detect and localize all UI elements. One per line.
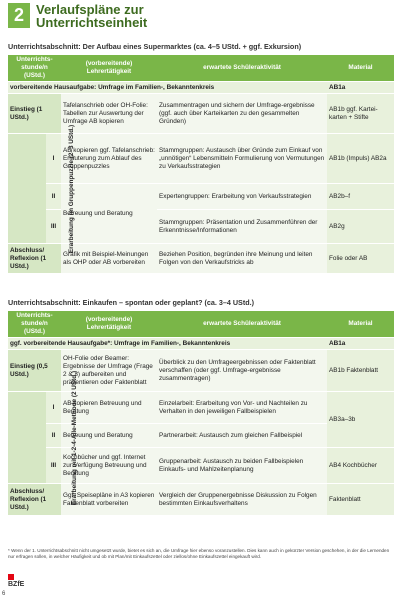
col-material-2: Material (327, 311, 394, 338)
col-teacher: (vorbereitende) Lehrertätigkeit (61, 55, 157, 82)
step2-ii-student: Partnerarbeit: Austausch zum gleichen Fallbeispiel (157, 424, 327, 448)
step-iii: III (46, 210, 61, 244)
step-ii-material: AB2b–f (327, 184, 394, 210)
chapter-title-line2: Unterrichtseinheit (36, 15, 148, 30)
puzzle-label-text: Erarbeitung im Gruppenpuzzle (2–3 UStd.) (68, 124, 76, 253)
einstieg-teacher: Tafelanschrieb oder OH-Folie: Tabellen zur Auswertung der Umfrage AB kopieren (61, 94, 157, 134)
col-teacher-2: (vorbereitende) Lehrertätigkeit (61, 311, 157, 338)
step-iii-material: AB2g (327, 210, 394, 244)
chapter-number: 2 (8, 3, 30, 28)
step-i-teacher: AB kopieren ggf. Tafelanschrieb: Erläuterung zum Ablauf des Gruppenpuzzles (61, 134, 157, 184)
step2-i-teacher: AB kopieren Betreuung und Beratung (61, 392, 157, 424)
page-header (0, 0, 401, 34)
step-i-material: AB1b (Impuls) AB2a (327, 134, 394, 184)
abschluss2-material: Faktenblatt (327, 484, 394, 516)
col-student-2: erwartete Schüleraktivität (157, 311, 327, 338)
section1-title: Unterrichtsabschnitt: Der Aufbau eines Supermarktes (ca. 4–5 UStd. + ggf. Exkursion) (8, 42, 302, 51)
abschluss-material: Folie oder AB (327, 244, 394, 274)
prep-material: AB1a (327, 82, 394, 94)
col-student: erwartete Schüleraktivität (157, 55, 327, 82)
method-label-text: Erarbeitung mit 1-2-4-Alle-Methode (2 UStd.) (71, 370, 79, 505)
section1-table (8, 55, 394, 274)
section2-title: Unterrichtsabschnitt: Einkaufen – spontan oder geplant? (ca. 3–4 UStd.) (8, 298, 255, 307)
abschluss-student: Beziehen Position, begründen ihre Meinung und leiten Folgen von den Verkaufstricks ab (157, 244, 327, 274)
step2-iii-material: AB4 Kochbücher (327, 448, 394, 484)
logo (8, 574, 32, 586)
einstieg-material: AB1b ggf. Kartei-karten + Stifte (327, 94, 394, 134)
step2-iii-teacher: Kochbücher und ggf. Internet zur Verfügung Betreuung und Beratung (61, 448, 157, 484)
step-ii-iii-teacher: Betreuung und Beratung (61, 184, 157, 244)
step2-ii: II (46, 424, 61, 448)
col-material: Material (327, 55, 394, 82)
einstieg2-material: AB1b Faktenblatt (327, 350, 394, 392)
step2-i: I (46, 392, 61, 424)
page-number: 6 (2, 591, 6, 597)
step2-ii-teacher: Betreuung und Beratung (61, 424, 157, 448)
abschluss2-student: Vergleich der Gruppenergebnisse Diskussion zu Folgen bestimmten Einkaufsverhaltens (157, 484, 327, 516)
prep-material-2: AB1a (327, 338, 394, 350)
logo-icon (8, 574, 14, 580)
step2-iii: III (46, 448, 61, 484)
abschluss-teacher: Grafik mit Beispiel-Meinungen als OHP oder AB vorbereiten (61, 244, 157, 274)
section2-table (8, 311, 394, 516)
step-iii-student: Stammgruppen: Präsentation und Zusammenführen der Erkenntnisse/Informationen (157, 210, 327, 244)
step-i: I (46, 134, 61, 184)
footnote: * Wenn der 1. Unterrichtsabschnitt nicht umgesetzt wurde, bietet es sich an, die Umfrage hier ebenso voranzustellen. Dies kann auch in gekürzter Version geschehen, in der die Lernenden nur erfragen sollen, in welcher Häufigkeit und ob mit Plan/mit Einkaufszettel oder ziellos/ohne Einkaufszettel eingekauft wird. (8, 548, 390, 559)
prep-homework-2: ggf. vorbereitende Hausaufgabe*: Umfrage im Familien-, Bekanntenkreis (8, 338, 327, 350)
einstieg-student: Zusammentragen und sichern der Umfrage-ergebnisse (ggf. auch über Karteikarten zu den gesammelten Gründen) (157, 94, 327, 134)
step2-i-student: Einzelarbeit: Erarbeitung von Vor- und Nachteilen zu Verhalten in den jeweiligen Fallbeispielen (157, 392, 327, 424)
step-i-student: Stammgruppen: Austausch über Gründe zum Einkauf von „unnötigen“ Lebensmitteln Formulierung von Vermutungen zu Verkaufsstrategien (157, 134, 327, 184)
einstieg2-student: Überblick zu den Umfrageergebnissen oder Faktenblatt verschaffen (oder ggf. Umfrage-ergebnisse zusammentragen) (157, 350, 327, 392)
chapter-title-line1: Verlaufspläne zur (36, 2, 144, 17)
step-ii: II (46, 184, 61, 210)
einstieg-label: Einstieg (1 UStd.) (8, 94, 61, 134)
step2-iii-student: Gruppenarbeit: Austausch zu beiden Fallbeispielen Einkaufs- und Mahlzeitenplanung (157, 448, 327, 484)
step2-i-ii-material: AB3a–3b (327, 392, 394, 448)
col-phase: Unterrichts-stunde/n (UStd.) (8, 55, 61, 82)
step-ii-student: Expertengruppen: Erarbeitung von Verkaufsstrategien (157, 184, 327, 210)
logo-text: BZfE (8, 581, 25, 588)
abschluss-label: Abschluss/ Reflexion (1 UStd.) (8, 244, 61, 274)
prep-homework: vorbereitende Hausaufgabe: Umfrage im Familien-, Bekanntenkreis (8, 82, 327, 94)
abschluss2-label: Abschluss/ Reflexion (1 UStd.) (8, 484, 61, 516)
einstieg2-label: Einstieg (0,5 UStd.) (8, 350, 61, 392)
einstieg2-teacher: OH-Folie oder Beamer: Ergebnisse der Umfrage (Frage 2 & 3) aufbereiten und präsentieren oder Faktenblatt (61, 350, 157, 392)
abschluss2-teacher: Ggf. Speisepläne in A3 kopieren Faktenblatt vorbereiten (61, 484, 157, 516)
col-phase-2: Unterrichts-stunde/n (UStd.) (8, 311, 61, 338)
